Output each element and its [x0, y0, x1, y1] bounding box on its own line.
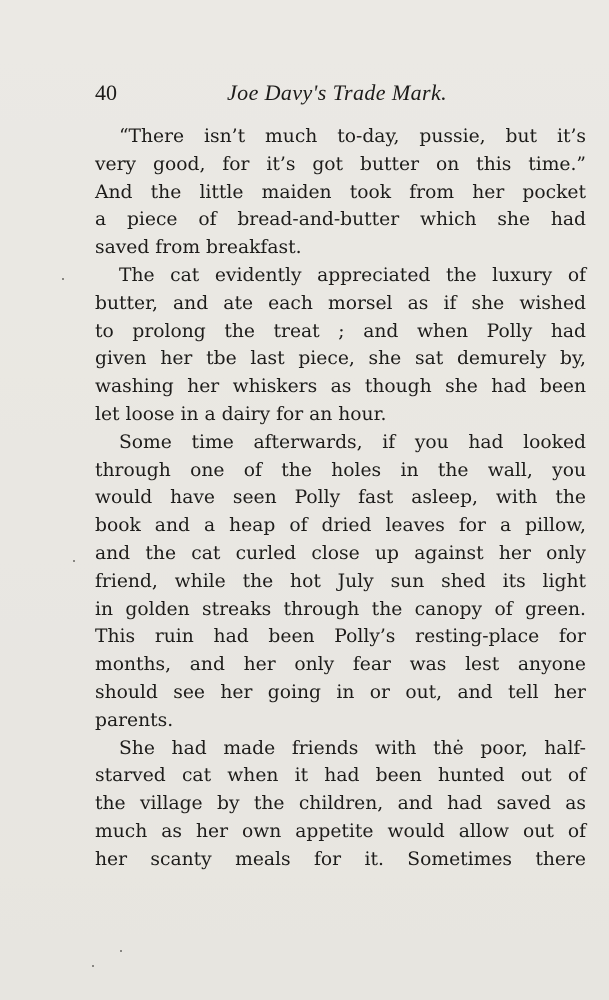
text-line: The cat evidently appreciated the luxury of: [119, 264, 586, 286]
text-line: in golden streaks through the canopy of green.: [95, 598, 586, 620]
text-line: starved cat when it had been hunted out of: [95, 765, 586, 787]
text-line: given her tbe last piece, she sat demurely by,: [95, 348, 586, 370]
paragraph: [95, 429, 586, 735]
paragraph: [95, 735, 586, 874]
text-line: And the little maiden took from her pocket: [95, 181, 586, 203]
text-line: book and a heap of dried leaves for a pillow,: [95, 515, 586, 537]
text-line: parents.: [95, 709, 174, 731]
text-line: to prolong the treat ; and when Polly had: [95, 320, 586, 342]
paper-speck: [120, 950, 122, 952]
text-line: let loose in a dairy for an hour.: [95, 403, 387, 425]
paper-speck: [92, 965, 94, 967]
text-line: washing her whiskers as though she had been: [95, 376, 586, 398]
text-line: through one of the holes in the wall, you: [95, 459, 586, 481]
text-line: This ruin had been Polly’s resting-place for: [95, 626, 586, 648]
text-line: the village by the children, and had saved as: [95, 793, 586, 815]
text-line: She had made friends with thė poor, half-: [119, 737, 586, 759]
running-head: Joe Davy's Trade Mark.: [227, 80, 448, 105]
text-line: saved from breakfast.: [95, 237, 302, 259]
text-line: her scanty meals for it. Sometimes there: [95, 848, 586, 870]
body-text: [95, 123, 586, 874]
text-line: months, and her only fear was lest anyone: [95, 654, 586, 676]
text-line: much as her own appetite would allow out of: [95, 820, 586, 842]
page-number: 40: [95, 80, 117, 105]
text-line: would have seen Polly fast asleep, with the: [95, 487, 586, 509]
paper-speck: [62, 278, 64, 280]
text-line: a piece of bread-and-butter which she had: [95, 209, 586, 231]
text-line: Some time afterwards, if you had looked: [119, 431, 586, 453]
text-line: friend, while the hot July sun shed its light: [95, 570, 586, 592]
text-line: should see her going in or out, and tell her: [95, 681, 586, 703]
paragraph: [95, 262, 586, 429]
paper-speck: [73, 560, 75, 562]
text-line: and the cat curled close up against her only: [95, 542, 586, 564]
text-line: “There isn’t much to-day, pussie, but it’s: [119, 126, 586, 147]
paragraph: [95, 123, 586, 262]
page-header: [95, 80, 514, 110]
text-line: very good, for it’s got butter on this time.”: [95, 153, 586, 175]
text-line: butter, and ate each morsel as if she wished: [95, 292, 586, 314]
